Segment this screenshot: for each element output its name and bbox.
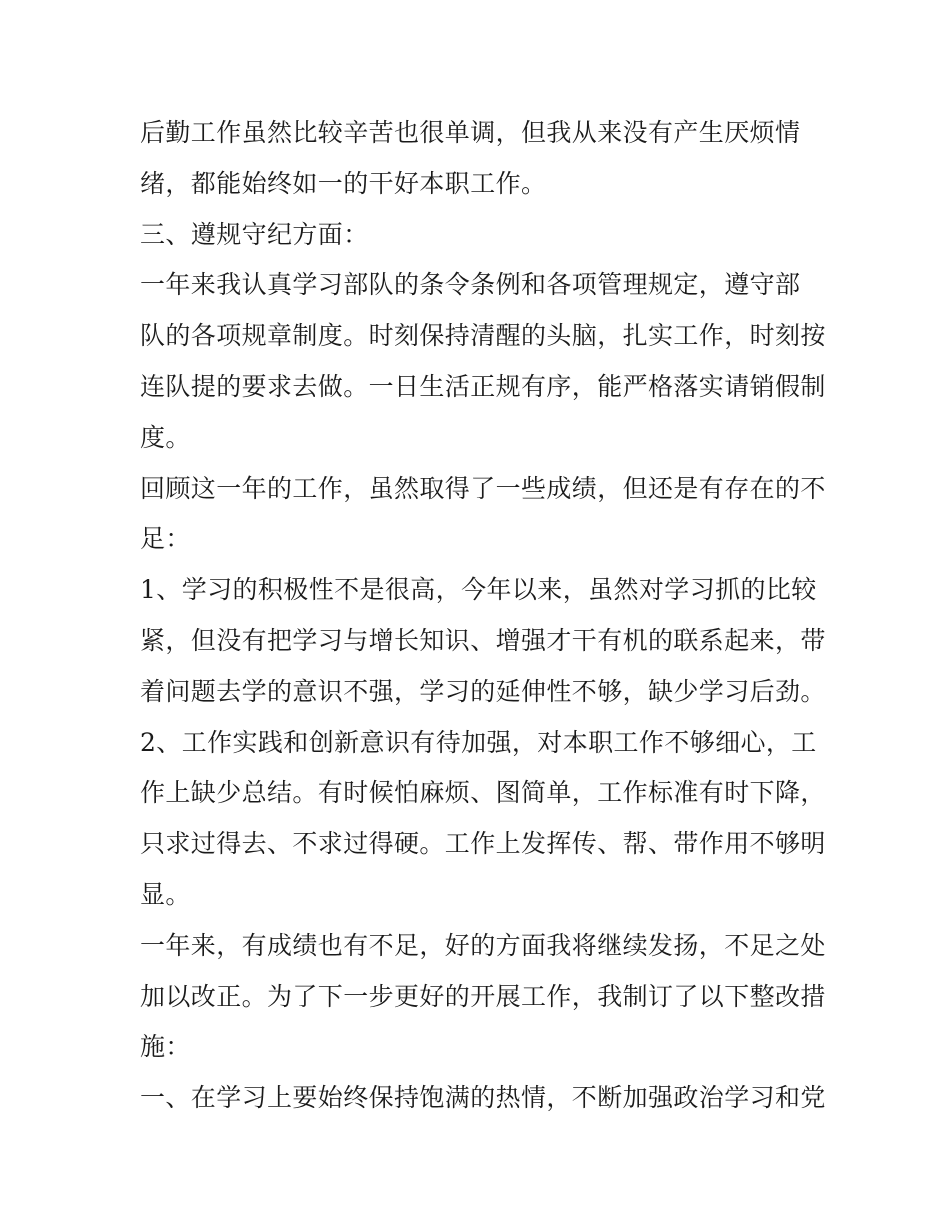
list-item-line: 2、工作实践和创新意识有待加强，对本职工作不够细心，工 bbox=[140, 727, 817, 757]
text-line: 施： bbox=[140, 1032, 191, 1062]
text-line: 回顾这一年的工作，虽然取得了一些成绩，但还是有存在的不 bbox=[140, 473, 826, 503]
document-body bbox=[140, 108, 826, 1124]
list-item-line: 着问题去学的意识不强，学习的延伸性不够，缺少学习后劲。 bbox=[140, 676, 826, 706]
text-line: 绪，都能始终如一的干好本职工作。 bbox=[140, 168, 547, 198]
text-line: 一年来，有成绩也有不足，好的方面我将继续发扬，不足之处 bbox=[140, 930, 826, 960]
list-item-line: 紧，但没有把学习与增长知识、增强才干有机的联系起来，带 bbox=[140, 625, 826, 655]
text-line: 足： bbox=[140, 524, 191, 554]
text-line: 度。 bbox=[140, 422, 191, 452]
text-line: 队的各项规章制度。时刻保持清醒的头脑，扎实工作，时刻按 bbox=[140, 321, 826, 351]
text-line: 加以改正。为了下一步更好的开展工作，我制订了以下整改措 bbox=[140, 981, 826, 1011]
list-item-line: 作上缺少总结。有时候怕麻烦、图简单，工作标准有时下降， bbox=[140, 778, 826, 808]
text-line: 连队提的要求去做。一日生活正规有序，能严格落实请销假制 bbox=[140, 371, 826, 401]
list-item-line: 1、学习的积极性不是很高，今年以来，虽然对学习抓的比较 bbox=[140, 575, 817, 605]
section-heading: 三、遵规守纪方面： bbox=[140, 219, 369, 249]
text-line: 后勤工作虽然比较辛苦也很单调，但我从来没有产生厌烦情 bbox=[140, 118, 801, 147]
text-line: 一年来我认真学习部队的条令条例和各项管理规定，遵守部 bbox=[140, 270, 801, 300]
list-item-line: 只求过得去、不求过得硬。工作上发挥传、帮、带作用不够明 bbox=[140, 829, 826, 859]
text-line: 一、在学习上要始终保持饱满的热情，不断加强政治学习和党 bbox=[140, 1083, 826, 1113]
list-item-line: 显。 bbox=[140, 879, 191, 909]
